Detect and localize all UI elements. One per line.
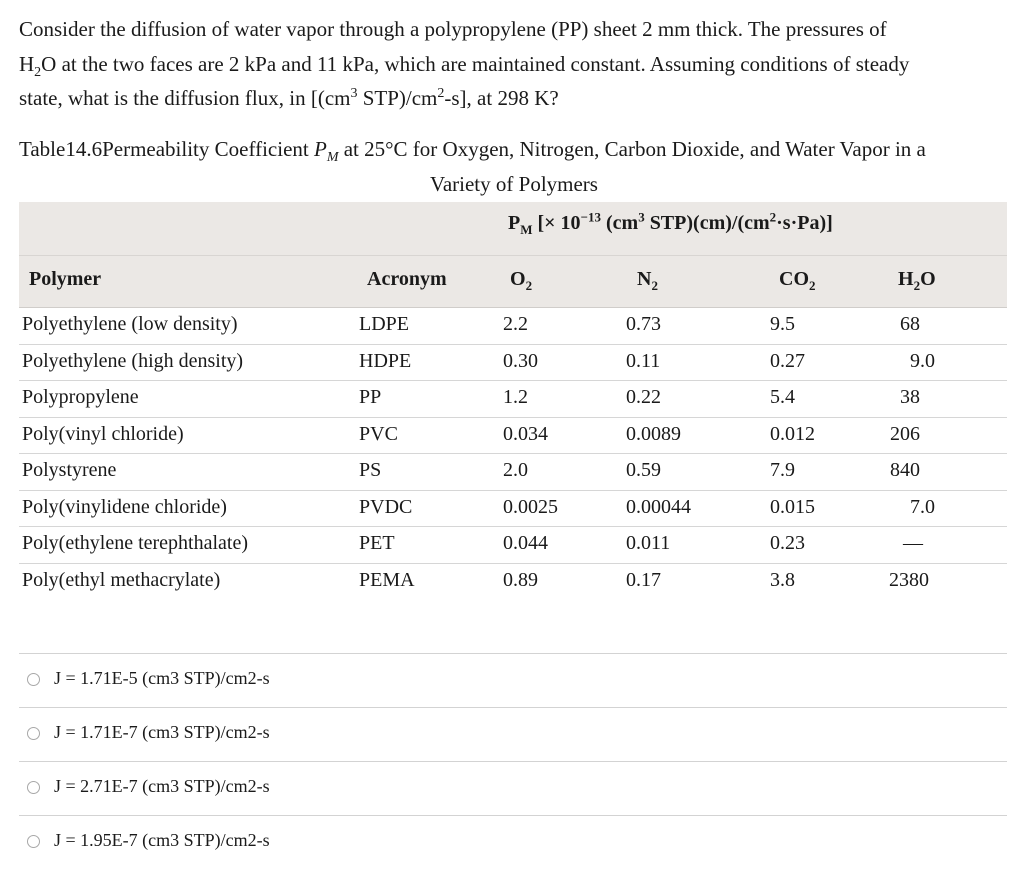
cell-acronym: PS (359, 459, 382, 481)
cell-polymer: Poly(vinyl chloride) (22, 422, 184, 445)
cell-acronym: HDPE (359, 349, 412, 372)
answer-option-label[interactable]: J = 2.71E-7 (cm3 STP)/cm2-s (54, 776, 270, 796)
cell-o2: 2.2 (503, 313, 528, 335)
table-row (19, 527, 1007, 564)
answer-option[interactable] (19, 653, 1007, 707)
table-header (19, 202, 1007, 308)
cell-co2: 9.5 (770, 313, 795, 335)
cell-n2: 0.59 (626, 459, 661, 481)
cell-n2: 0.0089 (626, 422, 681, 445)
cell-acronym: LDPE (359, 313, 409, 335)
col-header-n2: $N_2$ (637, 268, 658, 293)
answer-option-label[interactable]: J = 1.71E-7 (cm3 STP)/cm2-s (54, 722, 270, 742)
question-line-1: Consider the diffusion of water vapor through a polypropylene (PP) sheet 2 mm thick. The pressures of (19, 17, 887, 41)
cell-polymer: Polystyrene (22, 459, 117, 481)
radio-button[interactable] (27, 781, 40, 794)
table-row (19, 454, 1007, 491)
cell-h2o: 38 (900, 386, 920, 408)
cell-acronym: PVDC (359, 495, 413, 518)
table-group-header (19, 202, 1007, 256)
answer-options (19, 653, 1007, 869)
cell-n2: 0.22 (626, 386, 661, 408)
cell-h2o: 840 (890, 459, 920, 481)
col-header-co2: $CO_2$ (779, 268, 816, 293)
cell-o2: 2.0 (503, 459, 528, 481)
cell-polymer: Polyethylene (high density) (22, 349, 244, 372)
table-row (19, 308, 1007, 345)
cell-n2: 0.17 (626, 568, 661, 591)
cell-acronym: PVC (359, 422, 398, 445)
cell-acronym: PET (359, 532, 395, 554)
cell-h2o: — (903, 532, 923, 554)
table-row (19, 564, 1007, 600)
cell-o2: 1.2 (503, 386, 528, 408)
cell-h2o: 7.0 (910, 495, 935, 518)
cell-n2: 0.00044 (626, 495, 691, 518)
permeability-units-header: $P_M$ [× $10^{-13}$ ($cm^3$ $STP)(cm)/(cm^2\cdot s\cdot Pa)$] (508, 209, 833, 237)
cell-o2: 0.034 (503, 422, 548, 445)
cell-co2: 0.012 (770, 422, 815, 445)
table-caption-line-1: Table14.6Permeability Coefficient $P_M$ at 25°C for Oxygen, Nitrogen, Carbon Dioxide, and Water Vapor in a (19, 137, 926, 166)
cell-n2: 0.011 (626, 532, 671, 554)
cell-polymer: Polyethylene (low density) (22, 313, 238, 335)
table-caption (19, 132, 1009, 202)
table-row (19, 418, 1007, 455)
cell-polymer: Poly(vinylidene chloride) (22, 495, 227, 518)
cell-n2: 0.73 (626, 313, 661, 335)
cell-co2: 0.23 (770, 532, 805, 554)
cell-co2: 7.9 (770, 459, 795, 481)
col-header-o2: $O_2$ (510, 268, 533, 293)
question-line-3: state, what is the diffusion flux, in [($cm^3$ $STP)/cm^2-s$], at 298 K? (19, 86, 559, 110)
cell-polymer: Poly(ethyl methacrylate) (22, 568, 221, 591)
answer-option-label[interactable]: J = 1.71E-5 (cm3 STP)/cm2-s (54, 668, 270, 688)
cell-h2o: 68 (900, 313, 920, 335)
permeability-table (19, 202, 1007, 599)
table-row (19, 381, 1007, 418)
table-column-header (19, 256, 1007, 308)
answer-option[interactable] (19, 707, 1007, 761)
cell-acronym: PEMA (359, 568, 415, 591)
cell-co2: 5.4 (770, 386, 795, 408)
col-header-polymer: Polymer (29, 268, 102, 290)
cell-co2: 0.27 (770, 349, 805, 372)
question-text (19, 12, 1009, 116)
cell-o2: 0.044 (503, 532, 548, 554)
cell-n2: 0.11 (626, 349, 661, 372)
radio-button[interactable] (27, 835, 40, 848)
cell-h2o: 206 (890, 422, 920, 445)
col-header-h2o: $H_2O$ (898, 268, 936, 293)
table-caption-line-2: Variety of Polymers (430, 172, 598, 196)
table-body (19, 308, 1007, 599)
cell-co2: 0.015 (770, 495, 815, 518)
table-row (19, 345, 1007, 382)
cell-acronym: PP (359, 386, 382, 408)
radio-button[interactable] (27, 727, 40, 740)
col-header-acronym: Acronym (367, 268, 447, 290)
cell-h2o: 2380 (889, 568, 929, 591)
cell-polymer: Polypropylene (22, 386, 139, 408)
radio-button[interactable] (27, 673, 40, 686)
answer-option[interactable] (19, 761, 1007, 815)
cell-h2o: 9.0 (910, 349, 935, 372)
cell-co2: 3.8 (770, 568, 795, 591)
answer-option[interactable] (19, 815, 1007, 869)
question-line-2: $H_2O$ at the two faces are 2 kPa and 11 kPa, which are maintained constant. Assuming conditions of steady (19, 51, 910, 80)
cell-o2: 0.30 (503, 349, 538, 372)
cell-o2: 0.0025 (503, 495, 558, 518)
cell-o2: 0.89 (503, 568, 538, 591)
table-row (19, 491, 1007, 528)
cell-polymer: Poly(ethylene terephthalate) (22, 532, 249, 554)
answer-option-label[interactable]: J = 1.95E-7 (cm3 STP)/cm2-s (54, 830, 270, 850)
